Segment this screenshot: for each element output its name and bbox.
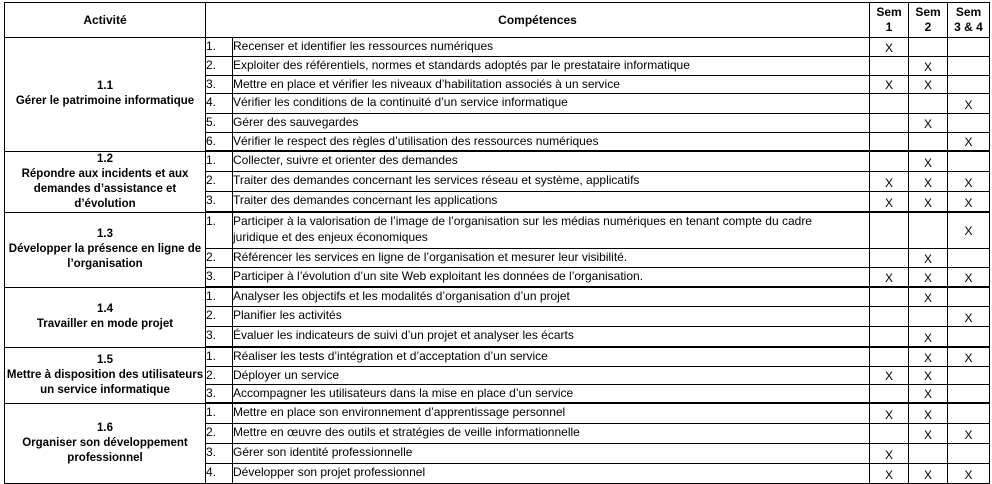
activity-cell — [5, 287, 206, 347]
activity-cell — [5, 212, 206, 287]
competence-text: Mettre en place son environnement d’apprentissage personnel — [233, 403, 870, 424]
sem34-mark — [948, 151, 990, 172]
sem34-mark — [948, 367, 990, 385]
sem2-mark: X — [909, 367, 948, 385]
sem2-mark: X — [909, 268, 948, 288]
item-number: 1. — [206, 403, 233, 424]
table-row — [5, 151, 990, 172]
sem34-mark — [948, 57, 990, 76]
activity-title: Mettre à disposition des utilisateurs — [6, 368, 204, 381]
sem1-mark: X — [870, 268, 909, 288]
item-number: 1. — [206, 151, 233, 172]
competence-text: Évaluer les indicateurs de suivi d’un projet et analyser les écarts — [233, 327, 870, 348]
sem1-mark — [870, 133, 909, 152]
sem2-mark: X — [909, 172, 948, 192]
sem34-mark — [948, 385, 990, 404]
competence-text: Accompagner les utilisateurs dans la mise en place d’un service — [233, 385, 870, 404]
sem2-mark — [909, 212, 948, 249]
sem34-mark: X — [948, 464, 990, 484]
sem2-mark: X — [909, 347, 948, 367]
sem34-mark: X — [948, 424, 990, 444]
competence-text: Mettre en place et vérifier les niveaux d’habilitation associés à un service — [233, 76, 870, 94]
sem34-mark: X — [948, 212, 990, 249]
sem2-mark — [909, 133, 948, 152]
activity-cell — [5, 38, 206, 152]
activity-cell — [5, 403, 206, 484]
competence-text: Référencer les services en ligne de l’organisation et mesurer leur visibilité. — [233, 249, 870, 268]
sem1-mark: X — [870, 464, 909, 484]
sem1-mark — [870, 114, 909, 133]
activity-title: Organiser son développement — [22, 436, 188, 449]
item-number: 2. — [206, 424, 233, 444]
item-number: 2. — [206, 367, 233, 385]
table-row — [5, 287, 990, 307]
competence-text: Mettre en œuvre des outils et stratégies de veille informationnelle — [233, 424, 870, 444]
sem2-mark: X — [909, 191, 948, 212]
item-number: 3. — [206, 444, 233, 464]
sem1-mark — [870, 287, 909, 307]
competence-text: Vérifier les conditions de la continuité d’un service informatique — [233, 94, 870, 114]
competence-text: Traiter des demandes concernant les services réseau et système, applicatifs — [233, 172, 870, 192]
header-competences: Compétences — [206, 3, 870, 38]
sem2-mark: X — [909, 151, 948, 172]
competence-text: Développer son projet professionnel — [233, 464, 870, 484]
activity-title: un service informatique — [40, 383, 170, 396]
competence-text: Analyser les objectifs et les modalités d’organisation d’un projet — [233, 287, 870, 307]
sem2-mark: X — [909, 327, 948, 348]
item-number: 6. — [206, 133, 233, 152]
item-number: 3. — [206, 191, 233, 212]
header-sem34: Sem 3 & 4 — [948, 3, 990, 38]
sem34-mark — [948, 249, 990, 268]
activity-title: demandes d’assistance et d’évolution — [33, 182, 177, 210]
activity-number: 1.2 — [97, 152, 113, 165]
sem2-mark — [909, 307, 948, 327]
item-number: 4. — [206, 464, 233, 484]
sem34-mark — [948, 403, 990, 424]
sem2-mark — [909, 38, 948, 57]
sem34-mark — [948, 114, 990, 133]
table-row — [5, 403, 990, 424]
sem2-mark: X — [909, 114, 948, 133]
sem1-mark — [870, 424, 909, 444]
activity-number: 1.1 — [97, 80, 113, 93]
sem2-mark: X — [909, 464, 948, 484]
activity-cell — [5, 347, 206, 403]
sem34-mark — [948, 38, 990, 57]
header-activite: Activité — [5, 3, 206, 38]
sem1-mark — [870, 327, 909, 348]
header-row — [5, 3, 990, 38]
activity-title: Développer la présence en ligne de — [8, 243, 202, 255]
item-number: 1. — [206, 38, 233, 57]
sem34-mark: X — [948, 191, 990, 212]
item-number: 4. — [206, 94, 233, 114]
competence-text: Déployer un service — [233, 367, 870, 385]
sem2-mark — [909, 94, 948, 114]
sem2-mark: X — [909, 385, 948, 404]
sem1-mark: X — [870, 367, 909, 385]
competence-text: Gérer son identité professionnelle — [233, 444, 870, 464]
competence-text: Planifier les activités — [233, 307, 870, 327]
sem34-mark — [948, 327, 990, 348]
competence-text: Gérer des sauvegardes — [233, 114, 870, 133]
competence-text: Recenser et identifier les ressources numériques — [233, 38, 870, 57]
item-number: 1. — [206, 287, 233, 307]
item-number: 1. — [206, 347, 233, 367]
sem34-mark — [948, 76, 990, 94]
activity-number: 1.6 — [97, 421, 113, 434]
competence-text: Traiter des demandes concernant les applications — [233, 191, 870, 212]
item-number: 1. — [206, 212, 233, 249]
item-number: 3. — [206, 76, 233, 94]
item-number: 2. — [206, 249, 233, 268]
sem1-mark: X — [870, 38, 909, 57]
activity-title: Gérer le patrimoine informatique — [15, 95, 195, 108]
sem2-mark: X — [909, 249, 948, 268]
item-number: 3. — [206, 268, 233, 288]
header-sem1: Sem 1 — [870, 3, 909, 38]
activity-number: 1.3 — [97, 228, 113, 240]
competence-text: Collecter, suivre et orienter des demandes — [233, 151, 870, 172]
sem34-mark: X — [948, 307, 990, 327]
activity-number: 1.5 — [97, 353, 113, 366]
activity-title: l’organisation — [67, 258, 143, 270]
sem1-mark — [870, 94, 909, 114]
sem1-mark: X — [870, 172, 909, 192]
item-number: 5. — [206, 114, 233, 133]
activity-cell — [5, 151, 206, 212]
activity-title: Travailler en mode projet — [36, 318, 174, 330]
competence-text: Exploiter des référentiels, normes et standards adoptés par le prestataire informatique — [233, 57, 870, 76]
sem1-mark: X — [870, 403, 909, 424]
sem2-mark: X — [909, 76, 948, 94]
sem1-mark — [870, 385, 909, 404]
sem34-mark: X — [948, 94, 990, 114]
sem1-mark — [870, 57, 909, 76]
table-row — [5, 347, 990, 367]
sem2-mark: X — [909, 403, 948, 424]
item-number: 2. — [206, 57, 233, 76]
sem1-mark: X — [870, 191, 909, 212]
item-number: 3. — [206, 385, 233, 404]
competence-text: Réaliser les tests d’intégration et d’acceptation d’un service — [233, 347, 870, 367]
sem34-mark: X — [948, 347, 990, 367]
sem2-mark: X — [909, 287, 948, 307]
sem1-mark — [870, 151, 909, 172]
sem1-mark — [870, 249, 909, 268]
item-number: 2. — [206, 307, 233, 327]
sem2-mark: X — [909, 424, 948, 444]
sem1-mark — [870, 212, 909, 249]
table-row — [5, 212, 990, 249]
sem34-mark — [948, 287, 990, 307]
sem1-mark — [870, 307, 909, 327]
item-number: 2. — [206, 172, 233, 192]
sem34-mark: X — [948, 172, 990, 192]
competence-text: Vérifier le respect des règles d’utilisation des ressources numériques — [233, 133, 870, 152]
sem2-mark: X — [909, 57, 948, 76]
sem34-mark — [948, 444, 990, 464]
sem1-mark: X — [870, 76, 909, 94]
sem34-mark: X — [948, 133, 990, 152]
activity-title: professionnel — [67, 451, 143, 464]
sem2-mark — [909, 444, 948, 464]
table-row — [5, 38, 990, 57]
competence-text: Participer à la valorisation de l’image de l’organisation sur les médias numériques en tenant compte du cadre juridique et des enjeux économiques — [233, 212, 870, 249]
sem1-mark — [870, 347, 909, 367]
competences-table — [4, 2, 990, 484]
item-number: 3. — [206, 327, 233, 348]
activity-number: 1.4 — [97, 303, 113, 315]
sem1-mark: X — [870, 444, 909, 464]
sem34-mark: X — [948, 268, 990, 288]
activity-title: Répondre aux incidents et aux — [21, 167, 189, 180]
header-sem2: Sem 2 — [909, 3, 948, 38]
competence-text: Participer à l’évolution d’un site Web exploitant les données de l’organisation. — [233, 268, 870, 288]
